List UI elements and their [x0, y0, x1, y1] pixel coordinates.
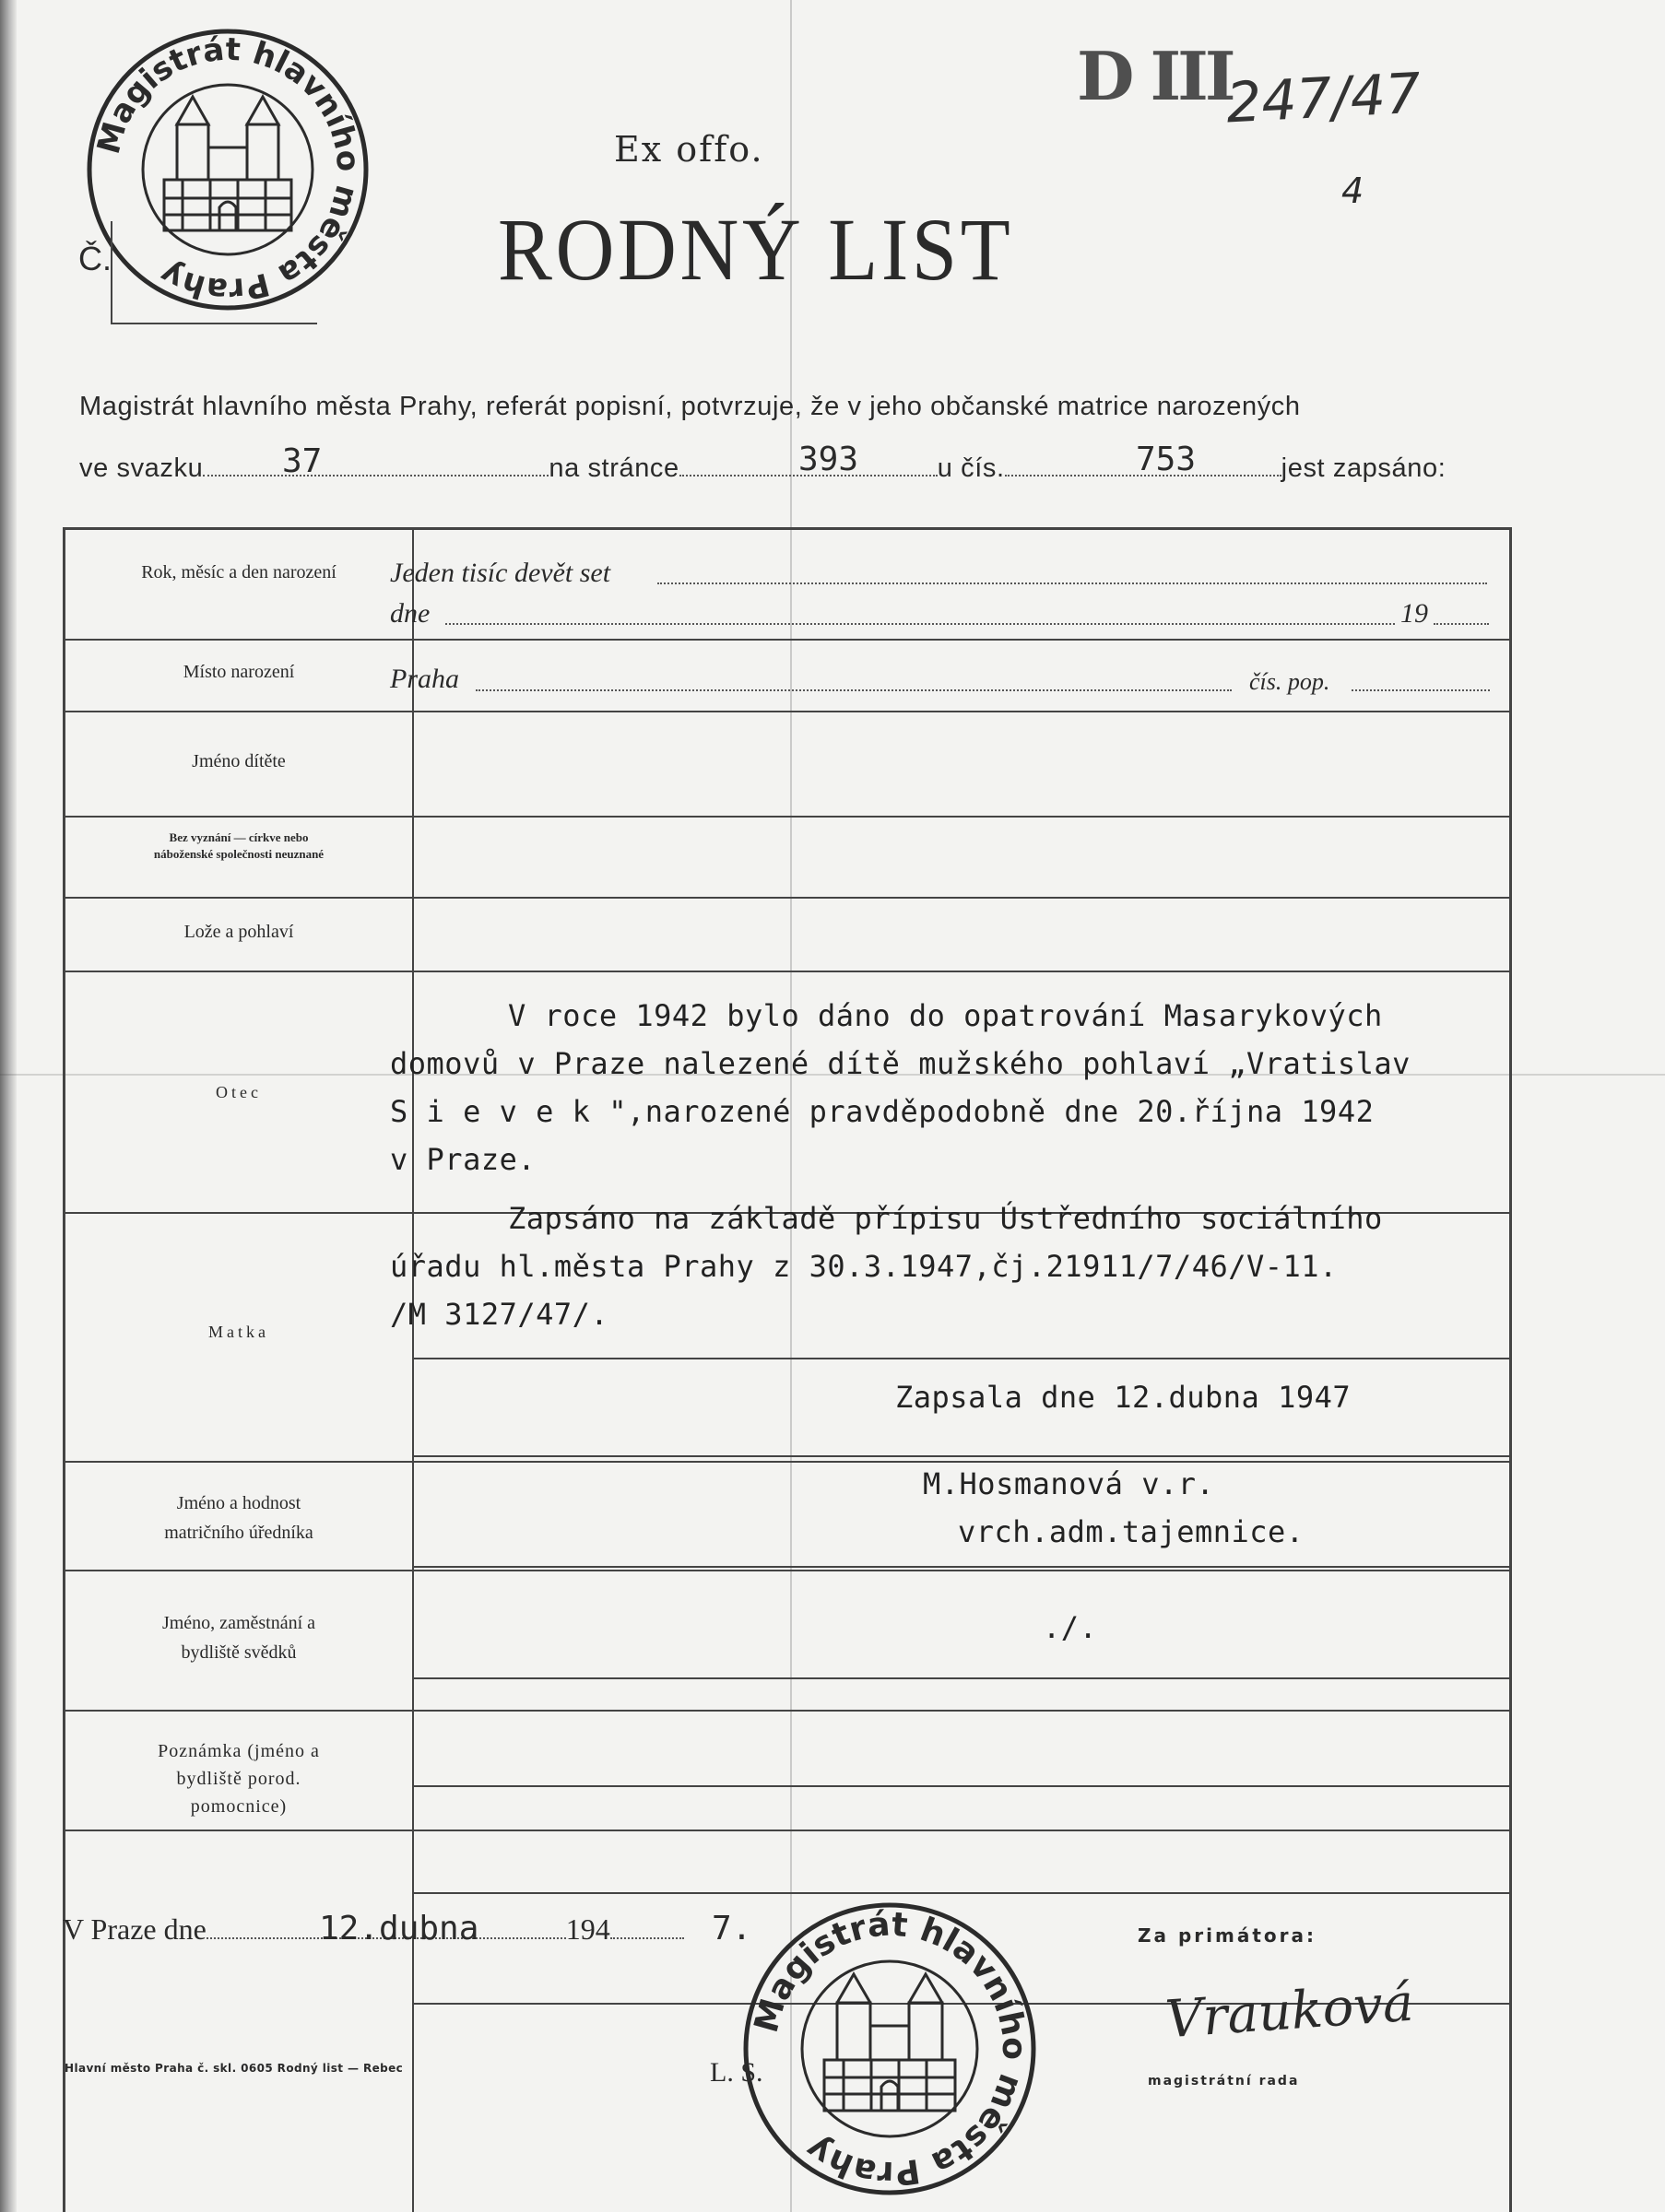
scan-edge-shadow [0, 0, 17, 2212]
row-divider [65, 971, 1509, 972]
label-sex: Lože a pohlaví [183, 922, 294, 942]
label-birth-place: Místo narození [183, 662, 295, 682]
column-divider [412, 530, 414, 2212]
row-divider [414, 1892, 1512, 1894]
label-child-name: Jméno dítěte [192, 751, 286, 771]
castle-emblem-icon [824, 1974, 955, 2111]
date-value: 12.dubna [319, 1910, 479, 1947]
row-divider [414, 1566, 1512, 1568]
label-registrar: Jméno a hodnost matričního úředníka [164, 1493, 313, 1543]
cislo-label: Č. [78, 240, 112, 277]
typed-line-6: úřadu hl.města Prahy z 30.3.1947,čj.21911/7/46/V-11. [390, 1249, 1338, 1284]
birth-place: Praha [390, 664, 459, 694]
city-seal-stamp-bottom [738, 1897, 1042, 2201]
za-primatora-label: Za primátora: [1138, 1924, 1317, 1947]
reference-sub: 4 [1341, 171, 1364, 211]
typed-line-10: vrch.adm.tajemnice. [958, 1514, 1305, 1549]
typed-line-11: ./. [1043, 1610, 1098, 1645]
label-witnesses: Jméno, zaměstnání a bydliště svědků [161, 1613, 316, 1663]
strana-value: 393 [798, 441, 859, 478]
label-father: Otec [216, 1083, 262, 1101]
dotted-line [1434, 622, 1489, 625]
row-divider [65, 1461, 1509, 1463]
reference-number: 247/47 [1224, 61, 1423, 136]
typed-line-7: /M 3127/47/. [390, 1297, 609, 1332]
cislo-box [111, 221, 317, 324]
birth-line1: Jeden tisíc devět set [390, 558, 611, 588]
row-divider [65, 639, 1509, 641]
label-mother: Matka [208, 1323, 269, 1341]
label-birth-date: Rok, měsíc a den narození [141, 562, 337, 582]
stamp-text-bottom: Magistrát hlavního města Prahy [747, 1905, 1033, 2193]
row-divider [65, 1710, 1509, 1712]
label-note: Poznámka (jméno a bydliště porod. pomocnice) [158, 1741, 320, 1817]
year-prefix: 194 [565, 1912, 610, 1946]
magistratni-rada-label: magistrátní rada [1148, 2074, 1300, 2088]
typed-line-4: v Praze. [390, 1142, 537, 1177]
typed-line-2: domovů v Praze nalezené dítě mužského pohlaví „Vratislav [390, 1046, 1411, 1081]
dotted-line [476, 688, 1232, 691]
typed-line-9: M.Hosmanová v.r. [923, 1466, 1215, 1501]
row-divider [414, 1785, 1512, 1787]
signature: Vrauková [1163, 1972, 1416, 2051]
ex-offo-label: Ex offo. [614, 129, 764, 170]
row-divider [65, 816, 1509, 818]
cislo-reg-label: u čís. [937, 453, 1005, 483]
svazek-value: 37 [282, 442, 323, 480]
dotted-line [1352, 688, 1490, 691]
typed-line-1: V roce 1942 bylo dáno do opatrování Masarykových [508, 998, 1383, 1033]
typed-line-5: Zapsáno na základě přípisu Ústředního sociálního [508, 1201, 1383, 1236]
label-religion: Bez vyznání — církve nebo náboženské společnosti neuznané [153, 830, 325, 861]
row-divider [65, 1830, 1509, 1831]
row-divider [65, 897, 1509, 899]
printer-imprint: Hlavní město Praha č. skl. 0605 Rodný list — Rebec [65, 2062, 404, 2075]
castle-emblem-icon [164, 97, 291, 230]
dotted-line [445, 622, 1395, 625]
jest-zapsano: jest zapsáno: [1281, 453, 1447, 483]
stamp-text-top: Magistrát hlavního města Prahy [89, 30, 367, 309]
birth-line2: dne [390, 598, 431, 629]
row-divider [414, 1455, 1512, 1457]
row-divider [414, 1677, 1512, 1679]
svazek-label: ve svazku [79, 453, 204, 483]
row-divider [65, 1570, 1509, 1571]
intro-line: Magistrát hlavního města Prahy, referát popisní, potvrzuje, že v jeho občanské matrice narozených [79, 392, 1301, 421]
reference-stamp: D III [1077, 37, 1233, 115]
house-number-label: čís. pop. [1249, 668, 1330, 695]
typed-line-8: Zapsala dne 12.dubna 1947 [895, 1380, 1352, 1415]
dotted-line [657, 582, 1487, 584]
row-divider [65, 711, 1509, 712]
row-divider [414, 1358, 1512, 1359]
cislo-value: 753 [1136, 441, 1197, 478]
strana-label: na stránce [549, 453, 679, 483]
v-praze-dne-label: V Praze dne [63, 1912, 207, 1946]
year-suffix: 7. [712, 1910, 752, 1947]
page-title: RODNÝ LIST [498, 200, 1014, 299]
ls-label: L. S. [710, 2057, 763, 2088]
birth-year-suffix: 19 [1400, 598, 1428, 629]
typed-line-3: S i e v e k ",narozené pravděpodobně dne 20.října 1942 [390, 1094, 1375, 1129]
